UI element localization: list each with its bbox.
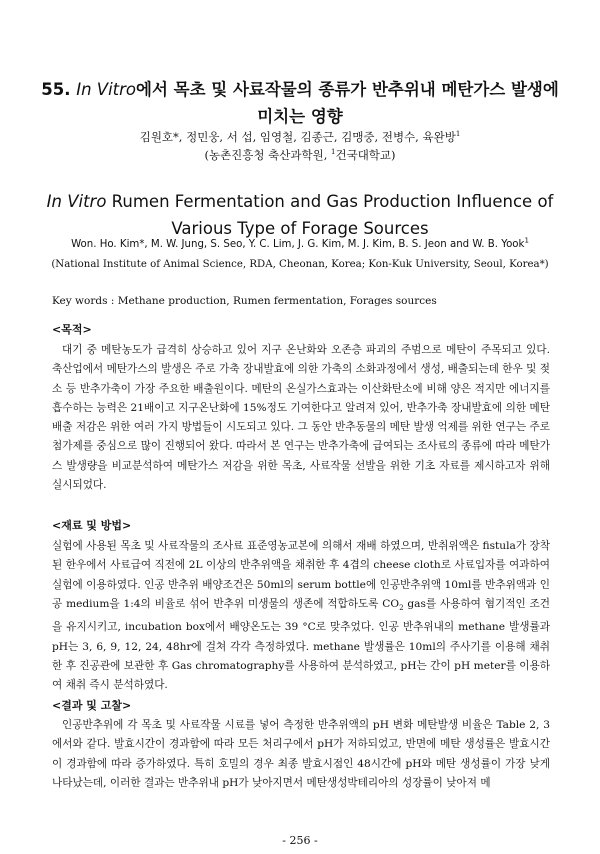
results-heading: <결과 및 고찰>	[52, 699, 132, 712]
english-title	[30, 188, 570, 242]
methods-text-a: 실험에 사용된 목초 및 사료작물의 조사료 표준영농교본에 의해서 재배 하였으며, 반취위액은 fistula가 장착된 한우에서 사료급여 직전에 2L 이상의 반추위액을 채취한 후 4겹의 cheese cloth로 사료입자를 여과하여 실험에 이용하였다. 인공 반추위 배양조건은 50ml의 serum bottle에 인공반추위액 10ml를 반추위액과 인공 medium을 1:4의 비율로 섞어 반추위 미생물의 생존에 적합하도록 CO	[52, 540, 550, 610]
english-authors	[30, 236, 570, 254]
methods-heading: <재료 및 방법>	[52, 519, 132, 532]
keywords: Key words : Methane production, Rumen fermentation, Forages sources	[52, 295, 437, 307]
page-number: - 256 -	[282, 834, 318, 847]
title-in-vitro: In Vitro	[76, 80, 137, 99]
purpose-paragraph: 대기 중 메탄농도가 급격히 상승하고 있어 지구 온난화와 오존층 파괴의 주범으로 메탄이 주목되고 있다. 축산업에서 메탄가스의 발생은 주로 가축 장내발효에 의한 가축의 소화과정에서 생성, 배출되는데 한우 및 젖소 등 반추가축이 가장 주요한 배출원이다. 메탄의 온실가스효과는 이산화탄소에 비해 양은 적지만 에너지를 흡수하는 능력은 21배이고 지구온난화에 15%정도 기여한다고 알려져 있어, 반추가축 장내발효에 의한 메탄배출 저감은 위한 여러 가지 방법들이 시도되고 있다. 그 동안 반추동물의 메탄 발생 억제를 위한 연구는 주로 첨가제를 중심으로 많이 진행되어 왔다. 따라서 본 연구는 반추가축에 급여되는 조사료의 종류에 따라 메탄가스 발생량을 비교분석하여 메탄가스 저감을 위한 목초, 사료작물 선발을 위한 기초 자료를 제시하고자 위해 실시되었다.	[52, 344, 550, 492]
english-title-in-vitro: In Vitro	[46, 192, 107, 211]
korean-affiliation-b: 건국대학교)	[335, 148, 396, 162]
results-paragraph: 인공반추위에 각 목초 및 사료작물 시료를 넣어 측정한 반추위액의 pH 변화 메탄발생 비율은 Table 2, 3에서와 같다. 발효시간이 경과함에 따라 모든 처리구에서 pH가 저하되었고, 반면에 메탄 생성률은 발효시간이 경과함에 따라 증가하였다. 특히 호밀의 경우 최종 발효시점인 48시간에 pH와 메탄 생성률이 가장 낮게 나타났는데, 이러한 결과는 반추위내 pH가 낮아지면서 메탄생성박테리아의 성장률이 낮아져 메	[52, 719, 550, 789]
korean-affiliation-a: (농촌진흥청 축산과학원,	[204, 148, 332, 162]
co2-subscript: 2	[399, 604, 404, 612]
english-authors-sup: 1	[524, 236, 529, 245]
english-authors-text: Won. Ho. Kim*, M. W. Jung, S. Seo, Y. C. Lim, J. G. Kim, M. J. Kim, B. S. Jeon and W. B. Yook	[71, 239, 525, 250]
methods-paragraph	[52, 537, 550, 695]
english-title-line-1-text: Rumen Fermentation and Gas Production Influence of	[106, 192, 554, 211]
korean-authors-sup: 1	[455, 130, 461, 139]
methods-text-b: gas를 사용하여 혐기적인 조건을 유지시키고, incubation box에서 배양온도는 39 °C로 맞추었다. 인공 반추위내의 methane 발생률과 pH는 3, 6, 9, 12, 24, 48hr에 걸쳐 각각 측정하였다. methane 발생률은 10ml의 주사기를 이용해 채취한 후 진공관에 보관한 후 Gas chromatography를 사용하여 분석하였고, pH는 간이 pH meter를 이용하여 채취 즉시 분석하였다.	[52, 597, 550, 692]
english-title-line-1	[30, 188, 570, 215]
english-title-line-2: Various Type of Forage Sources	[171, 219, 429, 238]
korean-title-line-2: 미치는 영향	[257, 107, 343, 126]
korean-title-line-1-text: 에서 목초 및 사료작물의 종류가 반추위내 메탄가스 발생에	[136, 80, 559, 99]
korean-affiliation-sup: 1	[331, 148, 336, 157]
korean-authors-text: 김원호*, 정민웅, 서 섭, 임영철, 김종근, 김맹중, 전병수, 육완방	[139, 130, 456, 144]
english-affiliation: (National Institute of Animal Science, RDA, Cheonan, Korea; Kon-Kuk University, Seoul, Korea*)	[51, 259, 549, 270]
korean-authors	[40, 128, 560, 146]
title-number: 55.	[41, 80, 71, 99]
purpose-heading: <목적>	[52, 323, 92, 336]
korean-title	[40, 76, 560, 130]
korean-affiliation	[40, 146, 560, 164]
korean-title-line-1	[40, 76, 560, 103]
